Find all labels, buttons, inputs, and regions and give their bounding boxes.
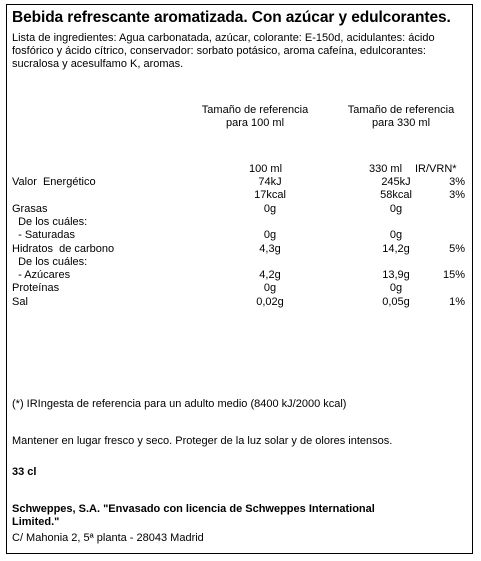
col-header-100-line2: para 100 ml — [225, 117, 285, 129]
unit-ir: IR/VRN* — [415, 163, 457, 175]
col-header-330-line1: Tamaño de referencia — [347, 104, 455, 116]
nutrient-label: Proteínas — [12, 282, 60, 295]
unit-330: 330 ml — [369, 163, 403, 175]
value-per-330ml: 13,9g — [382, 269, 410, 282]
footnote: (*) IRIngesta de referencia para un adulto medio (8400 kJ/2000 kcal) — [12, 398, 347, 410]
company-name-line2: Limited." — [12, 516, 60, 528]
col-header-100-line1: Tamaño de referencia — [201, 104, 309, 116]
ir-percentage: 15% — [442, 269, 465, 282]
value-per-330ml: 0g — [389, 229, 403, 242]
ir-percentage: 3% — [449, 176, 465, 188]
value-per-330ml: 58kcal — [380, 189, 412, 202]
value-per-100ml: 17kcal — [254, 189, 286, 202]
storage-instructions: Mantener en lugar fresco y seco. Proteger de la luz solar y de olores intensos. — [12, 435, 393, 447]
nutrient-label: De los cuáles: — [12, 215, 88, 228]
value-per-330ml: 245kJ — [381, 176, 411, 188]
product-title: Bebida refrescante aromatizada. Con azúcar y edulcorantes. — [12, 9, 451, 26]
company-name-line1: Schweppes, S.A. "Envasado con licencia de Schweppes International — [12, 503, 375, 515]
value-per-100ml: 0g — [263, 202, 277, 215]
col-header-100 — [200, 104, 310, 130]
value-per-100ml: 74kJ — [258, 176, 282, 188]
ingredients-list: Lista de ingredientes: Agua carbonatada, azúcar, colorante: E-150d, acidulantes: ácido fosfórico y ácido cítrico, conservador: sorbato potásico, aroma cafeína, edulcorantes: sucralosa y acesulfamo K, aromas. — [12, 32, 435, 70]
ir-percentage: 1% — [449, 295, 465, 308]
value-per-100ml: 0g — [263, 282, 277, 295]
value-per-330ml: 14,2g — [382, 242, 410, 255]
volume: 33 cl — [12, 466, 37, 478]
nutrient-label: Sal — [12, 295, 28, 308]
value-per-330ml: 0g — [389, 282, 403, 295]
value-per-100ml: 4,2g — [259, 269, 281, 282]
nutrient-label: - Azúcares — [12, 269, 71, 282]
nutrient-label: - Saturadas — [12, 229, 75, 242]
ir-percentage: 5% — [449, 242, 465, 255]
company-address: C/ Mahonia 2, 5ª planta - 28043 Madrid — [12, 532, 204, 544]
value-per-100ml: 0g — [263, 229, 277, 242]
nutrient-label: Grasas — [12, 202, 48, 215]
ir-percentage: 3% — [449, 189, 465, 202]
value-per-330ml: 0g — [389, 202, 403, 215]
unit-100: 100 ml — [249, 163, 283, 175]
col-header-330 — [340, 104, 462, 130]
value-per-100ml: 0,02g — [256, 295, 284, 308]
nutrient-label: Hidratos de carbono — [12, 242, 115, 255]
nutrient-label: Valor Energético — [12, 176, 96, 188]
value-per-330ml: 0,05g — [382, 295, 410, 308]
col-header-330-line2: para 330 ml — [371, 117, 431, 129]
value-per-100ml: 4,3g — [259, 242, 281, 255]
nutrient-label: De los cuáles: — [12, 255, 88, 268]
